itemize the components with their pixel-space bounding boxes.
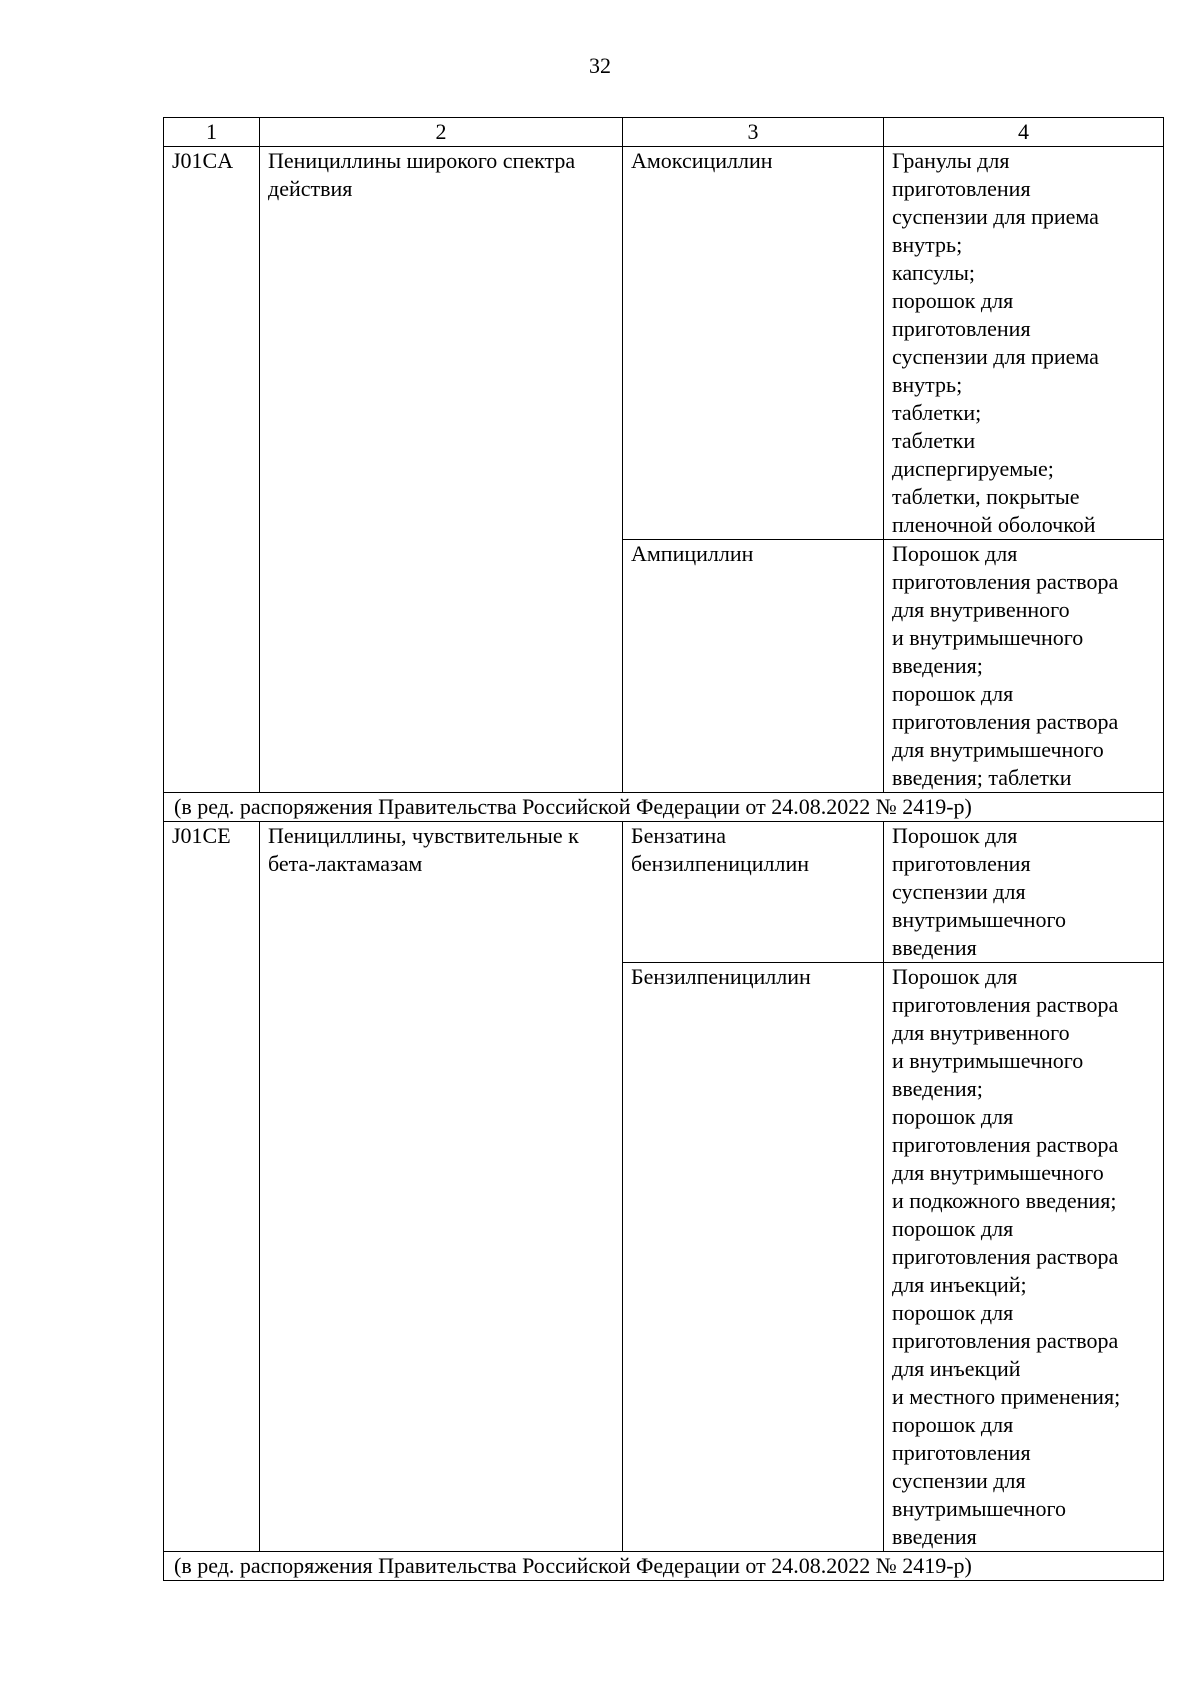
dosage-form-line: приготовления раствора <box>892 1132 1119 1157</box>
dosage-form-line: приготовления раствора <box>892 709 1119 734</box>
drug-name-cell: Бензилпенициллин <box>623 963 884 1552</box>
atc-code-cell: J01CE <box>164 822 260 1552</box>
dosage-form-line: диспергируемые; <box>892 456 1054 481</box>
dosage-form-line: и местного применения; <box>892 1384 1121 1409</box>
dosage-form-line: капсулы; <box>892 260 975 285</box>
dosage-form-line: порошок для <box>892 1412 1014 1437</box>
note-row <box>164 1552 1164 1581</box>
dosage-form-line: приготовления раствора <box>892 1328 1119 1353</box>
dosage-form-line: внутрь; <box>892 232 963 257</box>
atc-code-cell: J01CA <box>164 147 260 793</box>
note-row <box>164 793 1164 822</box>
dosage-form-line: суспензии для <box>892 879 1026 904</box>
amendment-note: (в ред. распоряжения Правительства Российской Федерации от 24.08.2022 № 2419-р) <box>164 793 1164 822</box>
dosage-form-line: порошок для <box>892 288 1014 313</box>
page-number: 32 <box>589 53 611 78</box>
header-cell-3: 3 <box>623 118 884 147</box>
dosage-form-line: приготовления раствора <box>892 992 1119 1017</box>
dosage-form-line: порошок для <box>892 681 1014 706</box>
dosage-form-line: введения <box>892 935 977 960</box>
table-row <box>164 822 1164 963</box>
dosage-form-line: приготовления <box>892 1440 1031 1465</box>
dosage-form-line: Порошок для <box>892 823 1018 848</box>
table-row <box>164 147 1164 540</box>
dosage-form-line: пленочной оболочкой <box>892 512 1096 537</box>
dosage-form-line: порошок для <box>892 1104 1014 1129</box>
dosage-form-line: суспензии для приема <box>892 204 1099 229</box>
dosage-form-line: для инъекций <box>892 1356 1021 1381</box>
dosage-form-line: приготовления <box>892 176 1031 201</box>
group-name-cell: Пенициллины широкого спектра действия <box>260 147 623 793</box>
dosage-form-line: приготовления <box>892 316 1031 341</box>
dosage-form-line: таблетки; <box>892 400 982 425</box>
dosage-form-line: таблетки, покрытые <box>892 484 1080 509</box>
dosage-form-line: введения; таблетки <box>892 765 1072 790</box>
header-cell-2: 2 <box>260 118 623 147</box>
dosage-form-line: для внутримышечного <box>892 1160 1104 1185</box>
dosage-form-line: и внутримышечного <box>892 625 1084 650</box>
dosage-form-line: приготовления <box>892 851 1031 876</box>
amendment-note: (в ред. распоряжения Правительства Российской Федерации от 24.08.2022 № 2419-р) <box>164 1552 1164 1581</box>
dosage-form-line: для внутривенного <box>892 597 1070 622</box>
dosage-form-line: и подкожного введения; <box>892 1188 1117 1213</box>
dosage-form-line: введения; <box>892 653 983 678</box>
dosage-forms-cell <box>884 963 1164 1552</box>
dosage-form-line: введения <box>892 1524 977 1549</box>
dosage-form-line: суспензии для приема <box>892 344 1099 369</box>
header-cell-1: 1 <box>164 118 260 147</box>
dosage-form-line: Порошок для <box>892 541 1018 566</box>
dosage-form-line: внутримышечного <box>892 1496 1066 1521</box>
drug-name-cell: Ампициллин <box>623 540 884 793</box>
dosage-form-line: для внутримышечного <box>892 737 1104 762</box>
dosage-forms-cell <box>884 540 1164 793</box>
dosage-form-line: внутримышечного <box>892 907 1066 932</box>
dosage-form-line: и внутримышечного <box>892 1048 1084 1073</box>
dosage-forms-cell <box>884 147 1164 540</box>
dosage-form-line: для инъекций; <box>892 1272 1027 1297</box>
header-row <box>164 118 1164 147</box>
dosage-form-line: внутрь; <box>892 372 963 397</box>
dosage-form-line: Гранулы для <box>892 148 1010 173</box>
dosage-form-line: для внутривенного <box>892 1020 1070 1045</box>
dosage-form-line: порошок для <box>892 1300 1014 1325</box>
dosage-form-line: приготовления раствора <box>892 1244 1119 1269</box>
drug-name-cell: Амоксициллин <box>623 147 884 540</box>
dosage-form-line: таблетки <box>892 428 976 453</box>
dosage-form-line: порошок для <box>892 1216 1014 1241</box>
dosage-form-line: введения; <box>892 1076 983 1101</box>
group-name-cell: Пенициллины, чувствительные к бета-лактамазам <box>260 822 623 1552</box>
drug-name-cell: Бензатина бензилпенициллин <box>623 822 884 963</box>
dosage-form-line: Порошок для <box>892 964 1018 989</box>
dosage-form-line: суспензии для <box>892 1468 1026 1493</box>
dosage-form-line: приготовления раствора <box>892 569 1119 594</box>
dosage-forms-cell <box>884 822 1164 963</box>
drug-table <box>163 117 1164 1581</box>
header-cell-4: 4 <box>884 118 1164 147</box>
